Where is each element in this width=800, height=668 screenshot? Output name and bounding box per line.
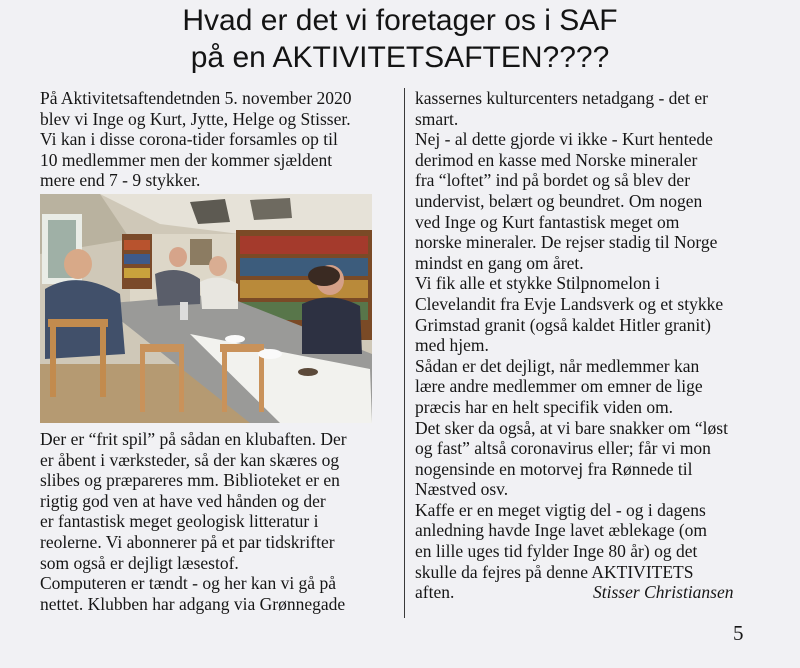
text-line: Computeren er tændt - og her kan vi gå på xyxy=(40,573,336,594)
text-line: undervist, belært og beundret. Om nogen xyxy=(415,190,703,211)
text-line: med hjem. xyxy=(415,335,489,356)
text-line: skulle da fejres på denne AKTIVITETS xyxy=(415,561,694,582)
text-line: lære andre medlemmer om emner de lige xyxy=(415,376,703,397)
text-line: ved Inge og Kurt fantastisk meget om xyxy=(415,211,680,232)
text-line: Kaffe er en meget vigtig del - og i dagens xyxy=(415,499,706,520)
text-line: Vi kan i disse corona-tider forsamles op til xyxy=(40,129,338,150)
text-line: slibes og præpareres mm. Biblioteket er en xyxy=(40,470,340,491)
text-line: som også er dejligt læsestof. xyxy=(40,552,239,573)
text-line: Næstved osv. xyxy=(415,479,509,500)
right-column-body xyxy=(415,88,734,603)
text-line: og fast” altså coronavirus eller; får vi mon xyxy=(415,438,711,459)
text-line: Clevelandit fra Evje Landsverk og et stykke xyxy=(415,293,724,314)
text-line: nettet. Klubben har adgang via Grønnegade xyxy=(40,593,346,614)
text-line: 10 medlemmer men der kommer sjældent xyxy=(40,149,333,170)
title-line-1: Hvad er det vi foretager os i SAF xyxy=(182,4,618,37)
text-line: mere end 7 - 9 stykker. xyxy=(40,170,201,191)
closing-line xyxy=(415,582,734,603)
author-signature: Stisser Christiansen xyxy=(593,582,734,603)
text-line: blev vi Inge og Kurt, Jytte, Helge og Stisser. xyxy=(40,108,351,129)
text-line: Sådan er det dejligt, når medlemmer kan xyxy=(415,355,700,376)
text-line: er åbent i værksteder, så der kan skæres og xyxy=(40,449,340,470)
text-line: Det sker da også, at vi bare snakker om “løst xyxy=(415,417,728,438)
title-line-2: på en AKTIVITETSAFTEN???? xyxy=(190,41,610,74)
text-line: en lille uges tid fylder Inge 80 år) og det xyxy=(415,541,698,562)
text-line: Der er “frit spil” på sådan en klubaften. Der xyxy=(40,429,347,449)
text-line: er fantastisk meget geologisk litteratur i xyxy=(40,511,319,532)
text-line: anledning havde Inge lavet æblekage (om xyxy=(415,520,708,541)
text-line: præcis har en helt specifik viden om. xyxy=(415,396,674,417)
left-column-body xyxy=(40,429,347,614)
article-title xyxy=(0,2,800,76)
column-divider xyxy=(404,88,405,618)
meeting-photo xyxy=(40,194,372,423)
text-line: mindst en gang om året. xyxy=(415,252,584,273)
text-line: norske mineraler. De rejser stadig til Norge xyxy=(415,232,718,253)
text-line: smart. xyxy=(415,108,459,129)
text-line: aften. xyxy=(415,582,455,603)
text-line: fra “loftet” ind på bordet og så blev der xyxy=(415,170,691,191)
page-number: 5 xyxy=(733,621,744,645)
text-line: reolerne. Vi abonnerer på et par tidskrifter xyxy=(40,531,335,552)
text-line: På Aktivitetsaftendetnden 5. november 2020 xyxy=(40,88,352,108)
text-line: kassernes kulturcenters netadgang - det er xyxy=(415,88,709,108)
text-line: Grimstad granit (også kaldet Hitler granit) xyxy=(415,314,711,335)
left-column-intro xyxy=(40,88,352,191)
text-line: nogensinde en motorvej fra Rønnede til xyxy=(415,458,693,479)
text-line: Vi fik alle et stykke Stilpnomelon i xyxy=(415,273,660,294)
text-line: rigtig god ven at have ved hånden og der xyxy=(40,490,326,511)
text-line: Nej - al dette gjorde vi ikke - Kurt hentede xyxy=(415,129,713,150)
text-line: derimod en kasse med Norske mineraler xyxy=(415,149,698,170)
